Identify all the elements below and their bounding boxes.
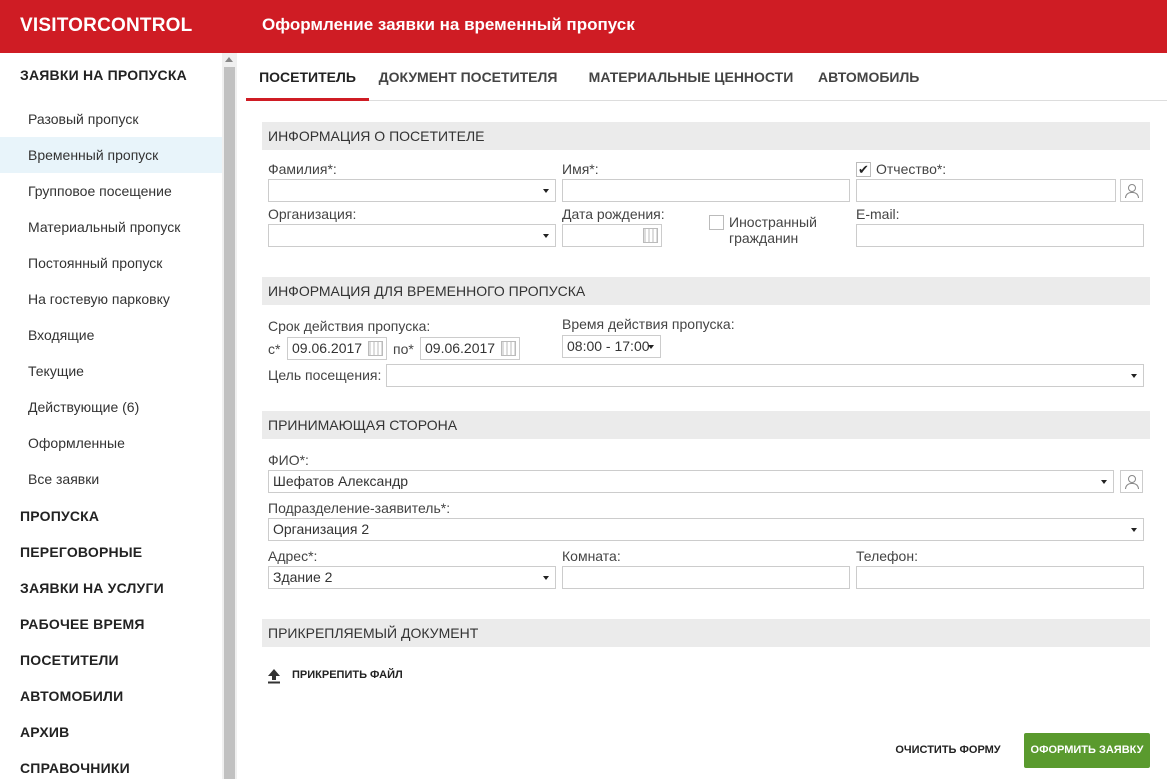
organization-select[interactable] [268, 224, 556, 247]
name-label: Имя*: [562, 161, 599, 177]
patronymic-label: Отчество*: [876, 161, 947, 177]
time-select[interactable]: 08:00 - 17:00 [562, 335, 661, 358]
sidebar-section-cars[interactable]: АВТОМОБИЛИ [20, 688, 124, 704]
clear-form-button[interactable]: ОЧИСТИТЬ ФОРМУ [895, 744, 1001, 756]
phone-label: Телефон: [856, 548, 918, 564]
person-icon[interactable] [1120, 179, 1143, 202]
from-label: с* [268, 341, 281, 357]
address-label: Адрес*: [268, 548, 318, 564]
tab-material-values[interactable]: МАТЕРИАЛЬНЫЕ ЦЕННОСТИ [588, 69, 794, 85]
scroll-up-arrow-icon[interactable] [225, 57, 233, 62]
app-logo[interactable]: VISITORCONTROL [20, 15, 193, 36]
foreign-citizen-label: Иностранный гражданин [729, 214, 817, 246]
purpose-label: Цель посещения: [268, 367, 382, 383]
to-label: по* [393, 341, 414, 357]
sidebar-section-meeting-rooms[interactable]: ПЕРЕГОВОРНЫЕ [20, 544, 143, 560]
sidebar-item-current[interactable]: Текущие [28, 363, 84, 379]
organization-label: Организация: [268, 206, 357, 222]
birth-date-input[interactable] [562, 224, 662, 247]
top-bar [0, 0, 1167, 53]
fio-select[interactable]: Шефатов Александр [268, 470, 1114, 493]
date-from-input[interactable]: 09.06.2017 [287, 337, 387, 360]
section-visitor-info: ИНФОРМАЦИЯ О ПОСЕТИТЕЛЕ [262, 122, 1150, 150]
section-pass-info: ИНФОРМАЦИЯ ДЛЯ ВРЕМЕННОГО ПРОПУСКА [262, 277, 1150, 305]
sidebar-item-active[interactable]: Действующие (6) [28, 399, 140, 415]
section-attachment: ПРИКРЕПЛЯЕМЫЙ ДОКУМЕНТ [262, 619, 1150, 647]
sidebar-section-requests[interactable]: ЗАЯВКИ НА ПРОПУСКА [20, 67, 187, 83]
chevron-down-icon [543, 234, 549, 238]
tab-car[interactable]: АВТОМОБИЛЬ [818, 69, 920, 85]
calendar-icon[interactable] [643, 228, 658, 243]
tab-visitor-document[interactable]: ДОКУМЕНТ ПОСЕТИТЕЛЯ [378, 69, 558, 85]
sidebar-item-temporary-pass[interactable]: Временный пропуск [0, 137, 222, 173]
person-icon[interactable] [1120, 470, 1143, 493]
purpose-select[interactable] [386, 364, 1144, 387]
chevron-down-icon [543, 576, 549, 580]
page-title: Оформление заявки на временный пропуск [262, 15, 635, 34]
patronymic-checkbox[interactable]: ✔ [856, 162, 871, 177]
sidebar-item-group-visit[interactable]: Групповое посещение [28, 183, 172, 199]
address-select[interactable]: Здание 2 [268, 566, 556, 589]
phone-input[interactable] [856, 566, 1144, 589]
fio-label: ФИО*: [268, 452, 309, 468]
tab-visitor[interactable]: ПОСЕТИТЕЛЬ [246, 53, 369, 101]
chevron-down-icon [543, 189, 549, 193]
chevron-down-icon [1131, 528, 1137, 532]
room-input[interactable] [562, 566, 850, 589]
surname-label: Фамилия*: [268, 161, 337, 177]
sidebar [0, 53, 222, 779]
upload-icon[interactable] [266, 668, 282, 684]
form-tabs [246, 53, 1167, 101]
patronymic-input[interactable] [856, 179, 1116, 202]
sidebar-section-service-requests[interactable]: ЗАЯВКИ НА УСЛУГИ [20, 580, 164, 596]
department-label: Подразделение-заявитель*: [268, 500, 451, 516]
sidebar-item-guest-parking[interactable]: На гостевую парковку [28, 291, 170, 307]
birth-date-label: Дата рождения: [562, 206, 665, 222]
room-label: Комната: [562, 548, 621, 564]
sidebar-section-visitors[interactable]: ПОСЕТИТЕЛИ [20, 652, 119, 668]
chevron-down-icon [1131, 374, 1137, 378]
chevron-down-icon [1101, 480, 1107, 484]
validity-label: Срок действия пропуска: [268, 318, 431, 334]
department-select[interactable]: Организация 2 [268, 518, 1144, 541]
time-label: Время действия пропуска: [562, 316, 735, 332]
calendar-icon[interactable] [368, 341, 383, 356]
email-label: E-mail: [856, 206, 900, 222]
submit-request-button[interactable]: ОФОРМИТЬ ЗАЯВКУ [1024, 733, 1150, 768]
sidebar-section-directories[interactable]: СПРАВОЧНИКИ [20, 760, 130, 776]
surname-select[interactable] [268, 179, 556, 202]
sidebar-section-passes[interactable]: ПРОПУСКА [20, 508, 100, 524]
sidebar-section-archive[interactable]: АРХИВ [20, 724, 70, 740]
sidebar-item-material-pass[interactable]: Материальный пропуск [28, 219, 181, 235]
name-input[interactable] [562, 179, 850, 202]
sidebar-item-all-requests[interactable]: Все заявки [28, 471, 100, 487]
sidebar-section-work-time[interactable]: РАБОЧЕЕ ВРЕМЯ [20, 616, 145, 632]
email-input[interactable] [856, 224, 1144, 247]
foreign-citizen-checkbox[interactable] [709, 215, 724, 230]
section-host: ПРИНИМАЮЩАЯ СТОРОНА [262, 411, 1150, 439]
date-to-input[interactable]: 09.06.2017 [420, 337, 520, 360]
chevron-down-icon [648, 345, 654, 349]
sidebar-scrollbar[interactable] [222, 53, 237, 779]
sidebar-item-one-time-pass[interactable]: Разовый пропуск [28, 111, 139, 127]
sidebar-item-issued[interactable]: Оформленные [28, 435, 125, 451]
calendar-icon[interactable] [501, 341, 516, 356]
attach-file-button[interactable]: ПРИКРЕПИТЬ ФАЙЛ [292, 669, 403, 681]
sidebar-item-permanent-pass[interactable]: Постоянный пропуск [28, 255, 163, 271]
sidebar-item-incoming[interactable]: Входящие [28, 327, 95, 343]
scroll-thumb[interactable] [224, 67, 235, 779]
